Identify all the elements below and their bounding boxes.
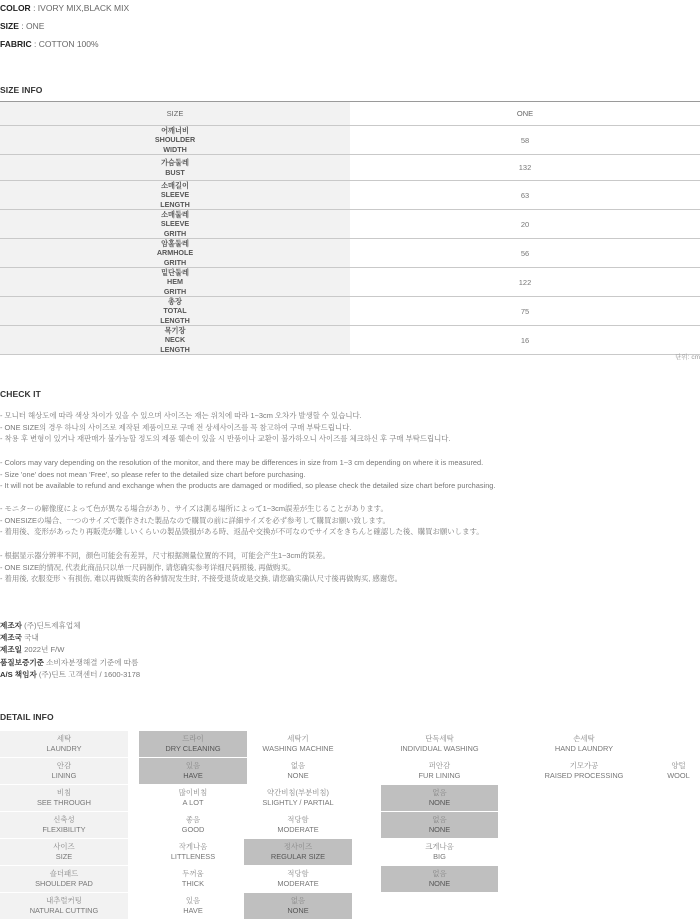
detail-label-ko: 안감 bbox=[56, 761, 72, 771]
size-measure-ko: 가슴둘레 bbox=[161, 158, 189, 168]
size-table-row bbox=[0, 181, 700, 210]
maker-line bbox=[0, 669, 140, 681]
detail-label-ko: 내추럴커팅 bbox=[46, 896, 82, 906]
detail-label-en: NATURAL CUTTING bbox=[29, 906, 99, 915]
detail-option bbox=[244, 866, 352, 892]
detail-option-en: FUR LINING bbox=[418, 771, 461, 780]
size-measure-label bbox=[0, 126, 350, 154]
size-measure-label bbox=[0, 210, 350, 238]
maker-line bbox=[0, 620, 140, 632]
check-it-line: - モニターの解像度によって色が異なる場合があり、サイズは測る場所によって1~3cm誤差が生じることがあります。 bbox=[0, 504, 388, 513]
size-table-row bbox=[0, 210, 700, 239]
size-table-row bbox=[0, 155, 700, 181]
size-measure-en1: BUST bbox=[165, 167, 185, 177]
check-it-line: - 착용 후 변형이 있거나 재판매가 불가능할 정도의 제품 훼손이 있을 시 반품이나 교환이 불가하오니 사이즈를 체크하신 후 구매 부탁드립니다. bbox=[0, 434, 451, 444]
size-measure-en2: GRITH bbox=[163, 228, 187, 238]
fabric-label: FABRIC bbox=[0, 39, 32, 49]
size-table-row bbox=[0, 126, 700, 155]
detail-option-ko: 있음 bbox=[185, 896, 201, 906]
size-measure-ko: 총장 bbox=[168, 296, 182, 306]
detail-label bbox=[0, 758, 128, 784]
size-measure-en1: SHOULDER bbox=[154, 135, 196, 145]
detail-option-en: WASHING MACHINE bbox=[262, 744, 334, 753]
size-header-value: ONE bbox=[516, 109, 534, 118]
size-unit-note: 단위: cm bbox=[675, 354, 700, 361]
detail-option bbox=[514, 758, 654, 784]
size-table bbox=[0, 101, 700, 355]
size-measure-ko: 소매길이 bbox=[161, 180, 189, 190]
check-it-group bbox=[0, 550, 700, 585]
maker-value: 국내 bbox=[24, 633, 39, 643]
detail-option bbox=[657, 758, 700, 784]
detail-option-ko: 없음 bbox=[432, 869, 447, 879]
check-it-line: - 根据显示器分辨率不同，颜色可能会有差异，尺寸根据测量位置的不同，可能会产生1~3cm的误差。 bbox=[0, 551, 330, 560]
size-table-row bbox=[0, 268, 700, 297]
detail-option bbox=[139, 785, 247, 811]
detail-option-ko: 두꺼움 bbox=[182, 869, 204, 879]
maker-value: 2022년 F/W bbox=[24, 645, 65, 655]
detail-label bbox=[0, 893, 128, 919]
maker-label: 품질보증기준 bbox=[0, 657, 45, 667]
maker-label: 제조일 bbox=[0, 645, 23, 655]
detail-option-ko: 단독세탁 bbox=[425, 734, 454, 744]
size-measure-value: 63 bbox=[520, 190, 530, 200]
check-it-line: - 모니터 해상도에 따라 색상 차이가 있을 수 있으며 사이즈는 재는 위치에 따라 1~3cm 오차가 발생할 수 있습니다. bbox=[0, 411, 362, 420]
detail-option bbox=[244, 731, 352, 757]
detail-option-ko: 작게나옴 bbox=[178, 842, 208, 852]
detail-option-ko: 약간비침(부분비침) bbox=[266, 788, 330, 798]
detail-option-ko: 퍼안감 bbox=[428, 761, 451, 771]
check-it-group bbox=[0, 410, 700, 445]
detail-option-selected bbox=[381, 785, 498, 811]
detail-option-en: REGULAR SIZE bbox=[270, 852, 326, 861]
check-it-group bbox=[0, 457, 700, 492]
detail-label bbox=[0, 731, 128, 757]
detail-option-ko: 많이비침 bbox=[178, 788, 208, 798]
check-it-line: - Colors may vary depending on the resolution of the monitor, and there may be differences in size from 1~3 cm depending on where it is measured. bbox=[0, 458, 484, 467]
detail-option-selected bbox=[381, 866, 498, 892]
detail-option-ko: 드라이 bbox=[182, 734, 204, 744]
detail-option-ko: 없음 bbox=[290, 896, 306, 906]
size-value: ONE bbox=[26, 21, 45, 31]
detail-option-ko: 세탁기 bbox=[287, 734, 309, 744]
detail-option-en: GOOD bbox=[181, 825, 205, 834]
size-measure-en1: SLEEVE bbox=[160, 190, 190, 200]
detail-option-selected bbox=[139, 731, 247, 757]
detail-label-en: FLEXIBILITY bbox=[42, 825, 86, 834]
detail-label-ko: 비침 bbox=[56, 788, 72, 798]
detail-label-en: SEE THROUGH bbox=[36, 798, 92, 807]
size-measure-en1: SLEEVE bbox=[160, 219, 190, 229]
maker-line bbox=[0, 657, 140, 669]
size-table-row bbox=[0, 239, 700, 268]
detail-option-en: NONE bbox=[428, 798, 451, 807]
check-it-line: - Size 'one' does not mean 'Free', so please refer to the detailed size chart before purchasing. bbox=[0, 469, 306, 479]
size-measure-value: 122 bbox=[518, 277, 532, 287]
detail-option-en: MODERATE bbox=[277, 825, 319, 834]
size-table-row bbox=[0, 326, 700, 355]
fabric-line: FABRIC : COTTON 100% bbox=[0, 39, 99, 49]
detail-option-en: HAVE bbox=[183, 771, 203, 780]
color-line: COLOR : IVORY MIX,BLACK MIX bbox=[0, 3, 130, 13]
size-measure-label bbox=[0, 297, 350, 325]
detail-option-en: NONE bbox=[428, 879, 451, 888]
size-measure-en2: LENGTH bbox=[160, 315, 190, 325]
size-measure-ko: 어깨너비 bbox=[161, 125, 189, 135]
size-table-header bbox=[0, 102, 700, 126]
detail-option-en: WOOL bbox=[667, 771, 690, 780]
detail-option bbox=[139, 893, 247, 919]
detail-label-ko: 숄더패드 bbox=[49, 869, 79, 879]
check-it-line: - ONE SIZE的情况, 代表此商品只以单一尺码制作, 请您确实参考详细尺码照後, 再做购买。 bbox=[0, 562, 296, 572]
detail-label-ko: 사이즈 bbox=[53, 842, 75, 852]
maker-line bbox=[0, 644, 140, 656]
detail-row bbox=[0, 731, 700, 758]
maker-line bbox=[0, 632, 140, 644]
size-measure-label bbox=[0, 326, 350, 354]
maker-label: 제조국 bbox=[0, 633, 23, 643]
size-measure-label bbox=[0, 268, 350, 296]
detail-option bbox=[514, 731, 654, 757]
detail-option-selected bbox=[139, 758, 247, 784]
size-measure-en1: TOTAL bbox=[163, 306, 187, 316]
check-it-line: - 着用後、変形があったり再販売が難しいくらいの製品毀損がある時、返品や交換が不可なのでサイズをきちんと確認した後、購買お願いします。 bbox=[0, 527, 484, 537]
detail-option-selected bbox=[244, 839, 352, 865]
check-it-line: - It will not be available to refund and exchange when the products are damaged or modified, so please check the detailed size chart before purchasing. bbox=[0, 481, 496, 491]
detail-option-selected bbox=[381, 812, 498, 838]
detail-option-en: A LOT bbox=[182, 798, 204, 807]
detail-option-en: LITTLENESS bbox=[170, 852, 216, 861]
check-it-line: - ONE SIZE의 경우 하나의 사이즈로 제작된 제품이므로 구매 전 상세사이즈를 꼭 참고하여 구매 부탁드립니다. bbox=[0, 422, 352, 432]
detail-option bbox=[381, 758, 498, 784]
size-measure-value: 16 bbox=[520, 335, 530, 345]
detail-label bbox=[0, 785, 128, 811]
maker-info bbox=[0, 620, 140, 681]
detail-label-en: SIZE bbox=[55, 852, 73, 861]
detail-label-ko: 세탁 bbox=[56, 734, 72, 744]
detail-option bbox=[244, 785, 352, 811]
size-info-title: SIZE INFO bbox=[0, 85, 43, 95]
size-measure-en1: NECK bbox=[164, 335, 186, 345]
size-measure-en1: ARMHOLE bbox=[156, 248, 194, 258]
detail-row bbox=[0, 758, 700, 785]
detail-option-ko: 크게나옴 bbox=[425, 842, 454, 852]
detail-option bbox=[244, 812, 352, 838]
detail-option bbox=[381, 839, 498, 865]
size-measure-en2: GRITH bbox=[163, 257, 187, 267]
maker-value: (주)딘트제휴업체 bbox=[24, 621, 81, 630]
detail-option-ko: 적당함 bbox=[287, 869, 309, 879]
detail-option-ko: 기모가공 bbox=[569, 761, 599, 771]
check-it-line: - 着用後, 衣服変形丶有损伤, 难以再做贩卖的各种情况发生时, 不接受退货或是交换, 请您确实确认尺寸後再做购买, 感谢您。 bbox=[0, 574, 402, 584]
maker-label: 제조자 bbox=[0, 621, 23, 630]
size-measure-ko: 암홀둘레 bbox=[161, 238, 189, 248]
detail-option-en: HAND LAUNDRY bbox=[554, 744, 614, 753]
detail-label-ko: 신축성 bbox=[53, 815, 75, 825]
check-it-title: CHECK IT bbox=[0, 389, 41, 399]
detail-option-en: SLIGHTLY / PARTIAL bbox=[262, 798, 334, 807]
size-measure-label bbox=[0, 155, 350, 180]
detail-option-selected bbox=[244, 893, 352, 919]
detail-option-en: THICK bbox=[181, 879, 205, 888]
maker-value: (주)딘트 고객센터 / 1600-3178 bbox=[38, 669, 141, 679]
detail-label bbox=[0, 839, 128, 865]
detail-row bbox=[0, 866, 700, 893]
detail-row bbox=[0, 893, 700, 920]
detail-row bbox=[0, 785, 700, 812]
detail-option-en: DRY CLEANING bbox=[165, 744, 221, 753]
detail-option bbox=[244, 758, 352, 784]
size-measure-en1: HEM bbox=[167, 277, 183, 287]
detail-option-en: MODERATE bbox=[277, 879, 319, 888]
maker-label: A/S 책임자 bbox=[0, 669, 37, 679]
detail-label bbox=[0, 812, 128, 838]
size-measure-en2: GRITH bbox=[163, 286, 187, 296]
maker-value: 소비자분쟁해결 기준에 따름 bbox=[46, 657, 139, 667]
detail-option-ko: 적당함 bbox=[287, 815, 309, 825]
detail-option-ko: 좋음 bbox=[185, 815, 201, 825]
size-measure-ko: 밑단둘레 bbox=[161, 267, 189, 277]
detail-option-en: RAISED PROCESSING bbox=[544, 771, 624, 780]
detail-label-en: LAUNDRY bbox=[46, 744, 82, 753]
detail-option-ko: 없음 bbox=[432, 788, 447, 798]
color-value: IVORY MIX,BLACK MIX bbox=[37, 3, 130, 13]
size-measure-en2: WIDTH bbox=[163, 144, 187, 154]
detail-option-en: INDIVIDUAL WASHING bbox=[400, 744, 479, 753]
detail-option-ko: 정사이즈 bbox=[283, 842, 313, 852]
size-measure-value: 20 bbox=[520, 219, 530, 229]
detail-option bbox=[139, 866, 247, 892]
detail-option-ko: 있음 bbox=[185, 761, 201, 771]
detail-option bbox=[139, 839, 247, 865]
detail-label-en: LINING bbox=[51, 771, 77, 780]
detail-option-ko: 없음 bbox=[432, 815, 447, 825]
detail-option bbox=[139, 812, 247, 838]
size-measure-value: 132 bbox=[518, 163, 532, 172]
fabric-value: COTTON 100% bbox=[38, 39, 99, 49]
size-measure-label bbox=[0, 239, 350, 267]
detail-option-en: NONE bbox=[287, 771, 309, 780]
size-table-row bbox=[0, 297, 700, 326]
detail-row bbox=[0, 839, 700, 866]
detail-option-ko: 손세탁 bbox=[573, 734, 595, 744]
detail-label-en: SHOULDER PAD bbox=[35, 879, 93, 888]
detail-option-en: NONE bbox=[428, 825, 451, 834]
detail-info-title: DETAIL INFO bbox=[0, 712, 54, 722]
size-measure-en2: LENGTH bbox=[160, 199, 190, 209]
size-measure-value: 75 bbox=[520, 306, 530, 316]
detail-option-ko: 양털 bbox=[671, 761, 686, 771]
detail-option-en: BIG bbox=[433, 852, 446, 861]
detail-option-ko: 없음 bbox=[290, 761, 306, 771]
detail-option bbox=[381, 731, 498, 757]
size-measure-en2: LENGTH bbox=[160, 344, 190, 354]
size-measure-value: 56 bbox=[520, 248, 530, 258]
size-measure-ko: 소매둘레 bbox=[161, 209, 189, 219]
detail-row bbox=[0, 812, 700, 839]
size-line: SIZE : ONE bbox=[0, 21, 45, 31]
color-label: COLOR bbox=[0, 3, 31, 13]
detail-grid bbox=[0, 731, 700, 920]
size-label: SIZE bbox=[0, 21, 19, 31]
detail-label bbox=[0, 866, 128, 892]
check-it-group bbox=[0, 503, 700, 538]
check-it-line: - ONESIZEの場合、一つのサイズで製作された製品なので購買の前に詳細サイズを必ず参考して購買お願い致します。 bbox=[0, 515, 390, 525]
detail-option-en: HAVE bbox=[183, 906, 203, 915]
size-measure-ko: 목기장 bbox=[164, 325, 186, 335]
size-measure-value: 58 bbox=[520, 135, 530, 145]
size-measure-label bbox=[0, 181, 350, 209]
size-header-label: SIZE bbox=[0, 102, 350, 125]
detail-option-en: NONE bbox=[287, 906, 309, 915]
